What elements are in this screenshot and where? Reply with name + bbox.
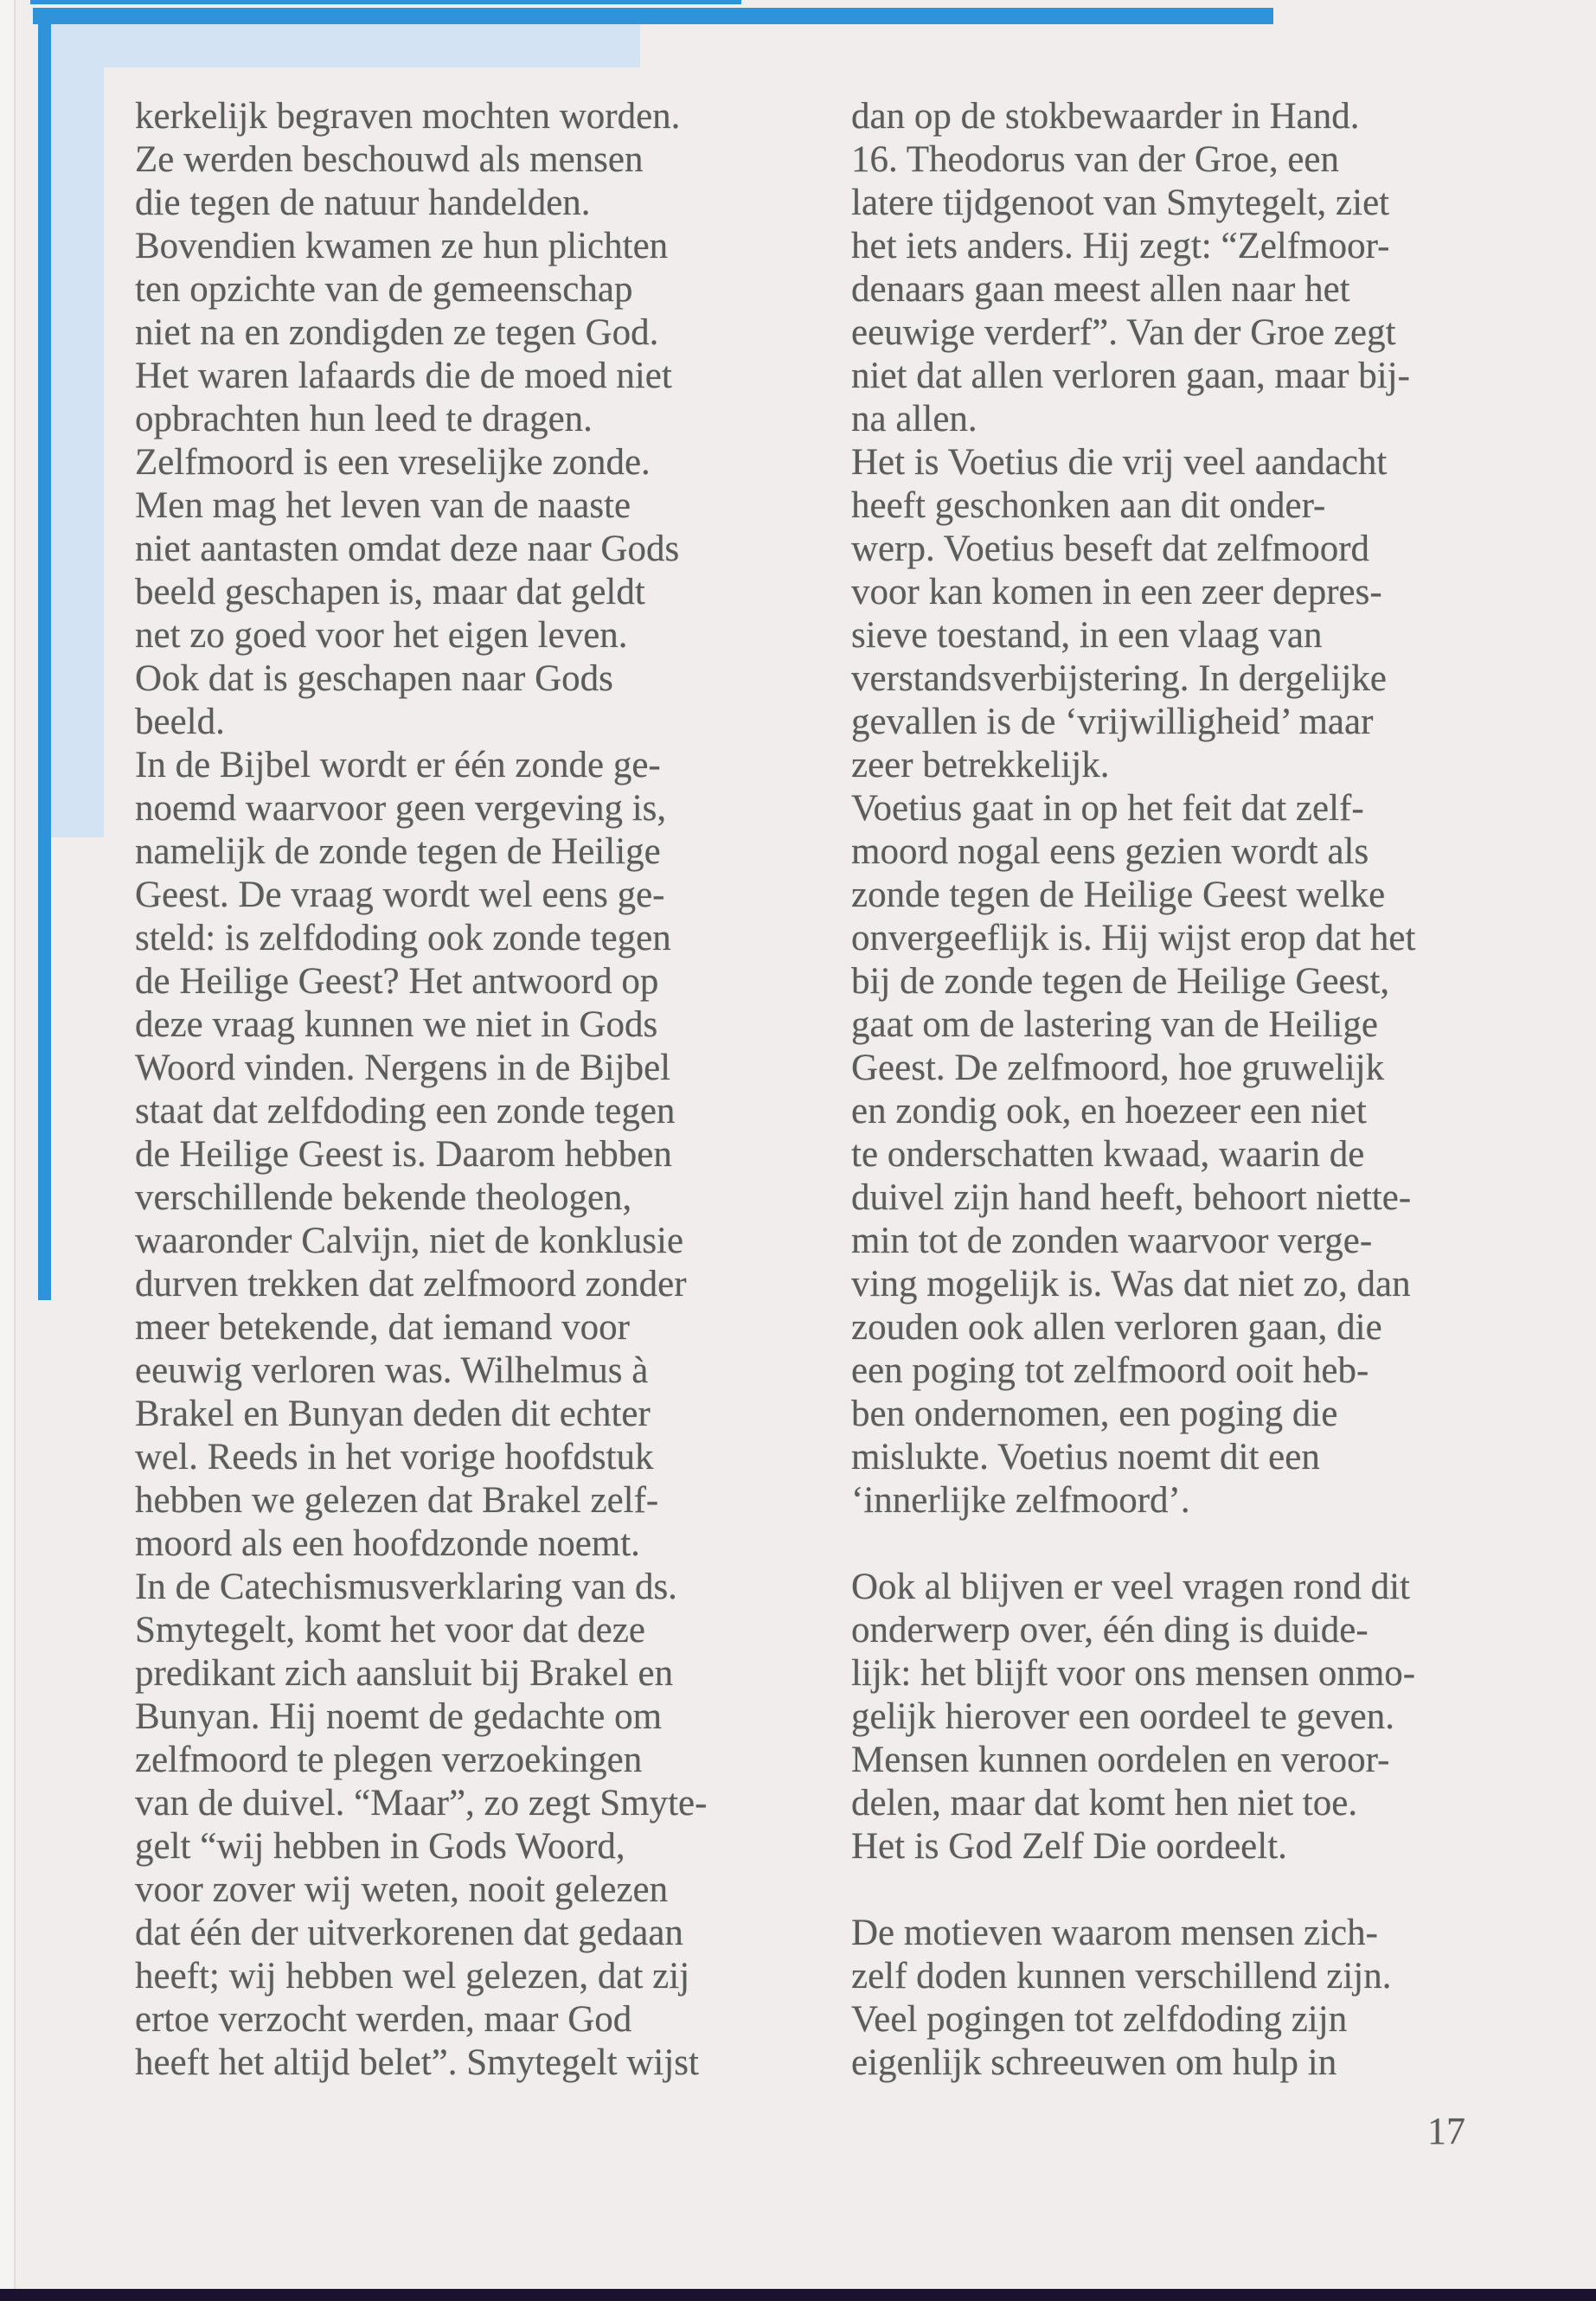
left-text-column — [135, 95, 707, 2085]
text-line: niet dat allen verloren gaan, maar bij- — [851, 356, 1410, 396]
text-line: het iets anders. Hij zegt: “Zelfmoor- — [851, 226, 1390, 266]
text-line: niet na en zondigden ze tegen God. — [135, 312, 659, 353]
text-line: bij de zonde tegen de Heilige Geest, — [851, 961, 1390, 1002]
text-line: mislukte. Voetius noemt dit een — [851, 1437, 1320, 1477]
text-line: gaat om de lastering van de Heilige — [851, 1004, 1378, 1045]
text-line: Ze werden beschouwd als mensen — [135, 139, 644, 180]
text-line: verschillende bekende theologen, — [135, 1177, 632, 1218]
text-line: dan op de stokbewaarder in Hand. — [851, 96, 1360, 137]
text-line: opbrachten hun leed te dragen. — [135, 399, 593, 439]
text-line: min tot de zonden waarvoor verge- — [851, 1221, 1373, 1261]
text-line: Brakel en Bunyan deden dit echter — [135, 1394, 651, 1434]
text-line: verstandsverbijstering. In dergelijke — [851, 658, 1387, 699]
text-line: Geest. De zelfmoord, hoe gruwelijk — [851, 1048, 1385, 1088]
text-line: gelijk hierover een oordeel te geven. — [851, 1696, 1394, 1737]
text-line: heeft geschonken aan dit onder- — [851, 485, 1326, 526]
scan-page-edge — [0, 0, 16, 2301]
text-line: latere tijdgenoot van Smytegelt, ziet — [851, 183, 1390, 223]
text-line: Het is God Zelf Die oordeelt. — [851, 1826, 1287, 1867]
text-line: Het waren lafaards die de moed niet — [135, 356, 672, 396]
text-line: wel. Reeds in het vorige hoofdstuk — [135, 1437, 654, 1477]
text-line: voor kan komen in een zeer depres- — [851, 572, 1382, 612]
text-line: zonde tegen de Heilige Geest welke — [851, 875, 1386, 915]
text-line: In de Catechismusverklaring van ds. — [135, 1567, 677, 1607]
text-line: Veel pogingen tot zelfdoding zijn — [851, 1999, 1348, 2040]
text-line: niet aantasten omdat deze naar Gods — [135, 529, 680, 569]
text-line: ving mogelijk is. Was dat niet zo, dan — [851, 1264, 1411, 1304]
text-line: voor zover wij weten, nooit gelezen — [135, 1869, 669, 1910]
text-line: moord nogal eens gezien wordt als — [851, 831, 1369, 872]
text-line: van de duivel. “Maar”, zo zegt Smyte- — [135, 1783, 708, 1823]
text-line: namelijk de zonde tegen de Heilige — [135, 831, 661, 872]
text-line: Ook al blijven er veel vragen rond dit — [851, 1567, 1410, 1607]
text-line: kerkelijk begraven mochten worden. — [135, 96, 681, 137]
text-line: moord als een hoofdzonde noemt. — [135, 1523, 640, 1564]
text-line: denaars gaan meest allen naar het — [851, 269, 1350, 310]
text-line: noemd waarvoor geen vergeving is, — [135, 788, 667, 829]
text-line: gelt “wij hebben in Gods Woord, — [135, 1826, 625, 1867]
pale-highlight-band — [51, 22, 104, 837]
text-line: duivel zijn hand heeft, behoort niette- — [851, 1177, 1412, 1218]
text-line: eeuwige verderf”. Van der Groe zegt — [851, 312, 1396, 353]
text-line: net zo goed voor het eigen leven. — [135, 615, 628, 656]
text-line: lijk: het blijft voor ons mensen onmo- — [851, 1653, 1416, 1694]
text-line: De motieven waarom mensen zich- — [851, 1913, 1378, 1953]
text-line: dat één der uitverkorenen dat gedaan — [135, 1913, 683, 1953]
text-line: deze vraag kunnen we niet in Gods — [135, 1004, 658, 1045]
text-line: Het is Voetius die vrij veel aandacht — [851, 442, 1388, 483]
text-line: 16. Theodorus van der Groe, een — [851, 139, 1339, 180]
text-line: beeld. — [135, 702, 225, 742]
text-line: de Heilige Geest? Het antwoord op — [135, 961, 659, 1002]
text-line: gevallen is de ‘vrijwilligheid’ maar — [851, 702, 1374, 742]
text-line: Bovendien kwamen ze hun plichten — [135, 226, 669, 266]
text-line: Geest. De vraag wordt wel eens ge- — [135, 875, 665, 915]
text-line: zouden ook allen verloren gaan, die — [851, 1307, 1382, 1348]
text-line: de Heilige Geest is. Daarom hebben — [135, 1134, 672, 1175]
top-edge-line — [30, 0, 741, 4]
text-line: steld: is zelfdoding ook zonde tegen — [135, 918, 671, 958]
text-line: zelf doden kunnen verschillend zijn. — [851, 1956, 1392, 1997]
text-line: delen, maar dat komt hen niet toe. — [851, 1783, 1358, 1823]
text-line: onderwerp over, één ding is duide- — [851, 1610, 1368, 1650]
text-line: te onderschatten kwaad, waarin de — [851, 1134, 1365, 1175]
text-line: heeft het altijd belet”. Smytegelt wijst — [135, 2042, 699, 2083]
text-line: werp. Voetius beseft dat zelfmoord — [851, 529, 1370, 569]
text-line: heeft; wij hebben wel gelezen, dat zij — [135, 1956, 690, 1997]
text-line: eeuwig verloren was. Wilhelmus à — [135, 1350, 649, 1391]
left-accent-bar — [38, 8, 51, 1300]
text-line: beeld geschapen is, maar dat geldt — [135, 572, 645, 612]
text-line: onvergeeflijk is. Hij wijst erop dat het — [851, 918, 1416, 958]
text-line — [851, 1868, 1415, 1912]
text-line: predikant zich aansluit bij Brakel en — [135, 1653, 674, 1694]
text-line: meer betekende, dat iemand voor — [135, 1307, 630, 1348]
text-line: ‘innerlijke zelfmoord’. — [851, 1480, 1190, 1521]
text-line: ten opzichte van de gemeenschap — [135, 269, 633, 310]
text-line: zeer betrekkelijk. — [851, 745, 1110, 785]
text-line: Zelfmoord is een vreselijke zonde. — [135, 442, 651, 483]
text-line: waaronder Calvijn, niet de konklusie — [135, 1221, 684, 1261]
page-number: 17 — [1427, 2110, 1465, 2152]
top-accent-bar — [33, 8, 1273, 24]
text-line: ben ondernomen, een poging die — [851, 1394, 1338, 1434]
text-line: staat dat zelfdoding een zonde tegen — [135, 1091, 676, 1131]
text-line: Smytegelt, komt het voor dat deze — [135, 1610, 645, 1650]
text-line: Bunyan. Hij noemt de gedachte om — [135, 1696, 663, 1737]
pale-highlight-block — [51, 22, 640, 67]
text-line: Mensen kunnen oordelen en veroor- — [851, 1740, 1390, 1780]
text-line: Woord vinden. Nergens in de Bijbel — [135, 1048, 671, 1088]
text-line — [851, 1522, 1415, 1566]
text-line: een poging tot zelfmoord ooit heb- — [851, 1350, 1369, 1391]
text-line: hebben we gelezen dat Brakel zelf- — [135, 1480, 659, 1521]
text-line: na allen. — [851, 399, 977, 439]
text-line: Ook dat is geschapen naar Gods — [135, 658, 613, 699]
text-line: Men mag het leven van de naaste — [135, 485, 631, 526]
text-line: In de Bijbel wordt er één zonde ge- — [135, 745, 661, 785]
text-line: sieve toestand, in een vlaag van — [851, 615, 1323, 656]
text-line: en zondig ook, en hoezeer een niet — [851, 1091, 1367, 1131]
text-line: durven trekken dat zelfmoord zonder — [135, 1264, 687, 1304]
text-line: zelfmoord te plegen verzoekingen — [135, 1740, 643, 1780]
text-line: Voetius gaat in op het feit dat zelf- — [851, 788, 1364, 829]
text-line: eigenlijk schreeuwen om hulp in — [851, 2042, 1337, 2083]
text-line: die tegen de natuur handelden. — [135, 183, 591, 223]
bottom-page-edge-bar — [0, 2289, 1596, 2301]
right-text-column — [851, 95, 1415, 2085]
text-line: ertoe verzocht werden, maar God — [135, 1999, 632, 2040]
